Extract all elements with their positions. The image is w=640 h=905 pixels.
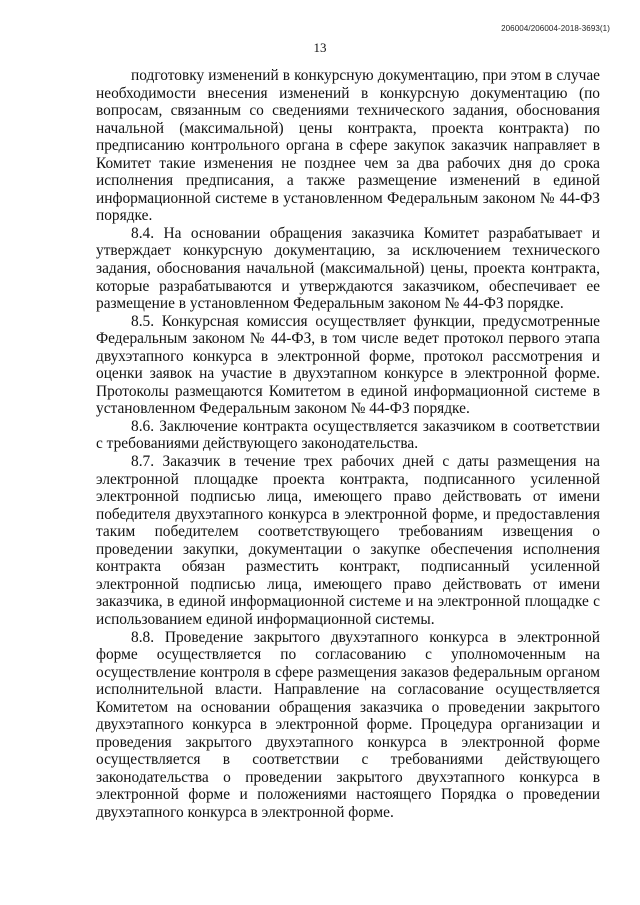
paragraph-8-5: 8.5. Конкурсная комиссия осуществляет функции, предусмотренные Федеральным законом № 44-ФЗ, в том числе ведет протокол первого этапа двухэтапного конкурса в электронной форме, протокол рассмотрения и оценки заявок на участие в двухэтапном конкурсе в электронной форме. Протоколы размещаются Комитетом в единой информационной системе в установленном Федеральным законом № 44-ФЗ порядке. — [96, 312, 600, 418]
document-body — [96, 67, 600, 822]
paragraph-8-7: 8.7. Заказчик в течение трех рабочих дней с даты размещения на электронной площадке проекта контракта, подписанного усиленной электронной подписью лица, имеющего право действовать от имени победителя двухэтапного конкурса в электронной форме, и предоставления таким победителем соответствующего требованиям извещения о проведении закупки, документации о закупке обеспечения исполнения контракта обязан разместить контракт, подписанный усиленной электронной подписью лица, имеющего право действовать от имени заказчика, в единой информационной системе и на электронной площадке с использованием единой информационной системы. — [96, 453, 600, 628]
paragraph-8-6: 8.6. Заключение контракта осуществляется заказчиком в соответствии с требованиями действующего законодательства. — [96, 417, 600, 453]
paragraph-continuation: подготовку изменений в конкурсную документацию, при этом в случае необходимости внесения изменений в конкурсную документацию (по вопросам, связанным со сведениями технического задания, обоснования начальной (максимальной) цены контракта, проекта контракта) по предписанию контрольного органа в сфере закупок заказчик направляет в Комитет такие изменения не позднее чем за два рабочих дня до срока исполнения предписания, а также размещение изменений в единой информационной системе в установленном Федеральным законом № 44-ФЗ порядке. — [96, 67, 600, 225]
paragraph-8-4: 8.4. На основании обращения заказчика Комитет разрабатывает и утверждает конкурсную документацию, за исключением технического задания, обоснования начальной (максимальной) цены, проекта контракта, которые разрабатываются и утверждаются заказчиком, обеспечивает ее размещение в установленном Федеральным законом № 44-ФЗ порядке. — [96, 224, 600, 313]
page-number: 13 — [313, 40, 327, 55]
document-id: 206004/206004-2018-3693(1) — [501, 24, 610, 33]
paragraph-8-8: 8.8. Проведение закрытого двухэтапного конкурса в электронной форме осуществляется по согласованию с уполномоченным на осуществление контроля в сфере размещения заказов федеральным органом исполнительной власти. Направление на согласование осуществляется Комитетом на основании обращения заказчика о проведении закрытого двухэтапного конкурса в электронной форме. Процедура организации и проведения закрытого двухэтапного конкурса в электронной форме осуществляется в соответствии с требованиями действующего законодательства о проведении закрытого двухэтапного конкурса в электронной форме и положениями настоящего Порядка о проведении двухэтапного конкурса в электронной форме. — [96, 628, 600, 821]
